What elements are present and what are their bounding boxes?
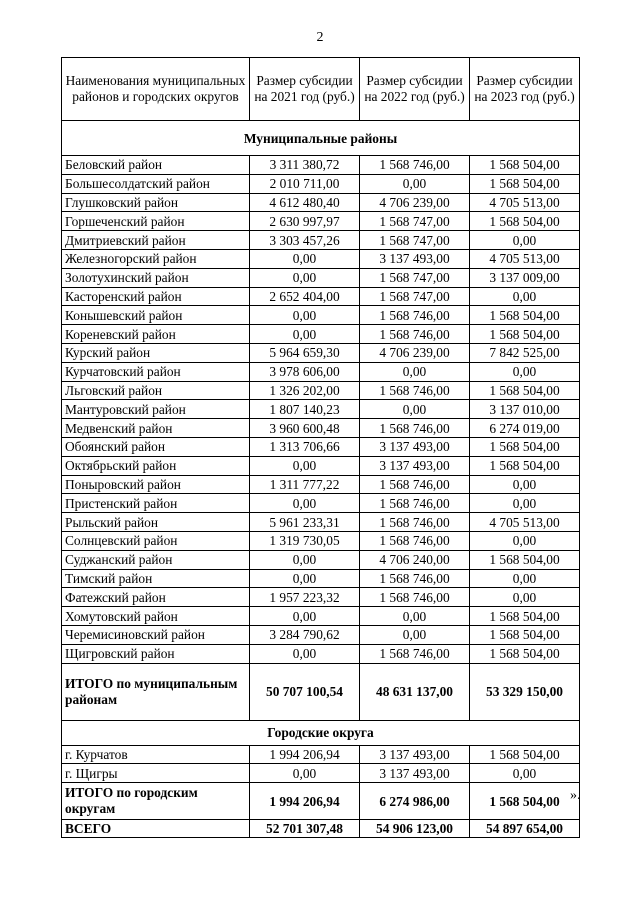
- table-row: [62, 607, 580, 626]
- value-2022: 3 137 493,00: [360, 764, 470, 783]
- value-2021: 3 311 380,72: [250, 156, 360, 175]
- section-title-districts: Муниципальные районы: [62, 121, 580, 156]
- header-2021: Размер субсидии на 2021 год (руб.): [250, 58, 360, 121]
- row-name: Горшеченский район: [62, 212, 250, 231]
- value-2021: 1 311 777,22: [250, 475, 360, 494]
- value-2023: 1 568 504,00: [470, 783, 580, 820]
- row-name: Глушковский район: [62, 193, 250, 212]
- value-2023: 1 568 504,00: [470, 306, 580, 325]
- table-row: [62, 531, 580, 550]
- value-2022: 1 568 746,00: [360, 513, 470, 532]
- value-2021: 0,00: [250, 249, 360, 268]
- row-name: Солнцевский район: [62, 531, 250, 550]
- subsidy-table: [61, 57, 580, 838]
- table-header-row: [62, 58, 580, 121]
- value-2023: 1 568 504,00: [470, 607, 580, 626]
- table-row: [62, 174, 580, 193]
- row-name: Дмитриевский район: [62, 231, 250, 250]
- table-row: [62, 456, 580, 475]
- table-row: [62, 325, 580, 344]
- total-row-districts: [62, 663, 580, 720]
- value-2023: 1 568 504,00: [470, 325, 580, 344]
- value-2021: 2 652 404,00: [250, 287, 360, 306]
- table-row: [62, 156, 580, 175]
- row-name: Медвенский район: [62, 419, 250, 438]
- table-row: [62, 745, 580, 764]
- grand-total-row: [62, 820, 580, 838]
- value-2023: 1 568 504,00: [470, 381, 580, 400]
- value-2022: 3 137 493,00: [360, 456, 470, 475]
- value-2021: 0,00: [250, 325, 360, 344]
- value-2023: 1 568 504,00: [470, 745, 580, 764]
- row-name: Касторенский район: [62, 287, 250, 306]
- table-row: [62, 231, 580, 250]
- value-2021: 0,00: [250, 268, 360, 287]
- row-name: Льговский район: [62, 381, 250, 400]
- row-name: ИТОГО по муниципальным районам: [62, 663, 250, 720]
- value-2022: 1 568 747,00: [360, 268, 470, 287]
- value-2022: 1 568 746,00: [360, 475, 470, 494]
- value-2022: 1 568 746,00: [360, 419, 470, 438]
- value-2022: 1 568 747,00: [360, 212, 470, 231]
- row-name: Тимский район: [62, 569, 250, 588]
- section-title: Городские округа: [62, 720, 580, 745]
- value-2022: 3 137 493,00: [360, 437, 470, 456]
- value-2022: 1 568 747,00: [360, 287, 470, 306]
- row-name: Железногорский район: [62, 249, 250, 268]
- table-row: [62, 249, 580, 268]
- header-2023: Размер субсидии на 2023 год (руб.): [470, 58, 580, 121]
- value-2021: 4 612 480,40: [250, 193, 360, 212]
- table-row: [62, 644, 580, 663]
- table-row: [62, 400, 580, 419]
- value-2022: 1 568 746,00: [360, 588, 470, 607]
- value-2022: 1 568 746,00: [360, 306, 470, 325]
- value-2022: 1 568 747,00: [360, 231, 470, 250]
- value-2023: 3 137 010,00: [470, 400, 580, 419]
- value-2021: 0,00: [250, 569, 360, 588]
- value-2022: 1 568 746,00: [360, 494, 470, 513]
- row-name: Курский район: [62, 343, 250, 362]
- value-2022: 0,00: [360, 400, 470, 419]
- row-name: Рыльский район: [62, 513, 250, 532]
- value-2022: 1 568 746,00: [360, 381, 470, 400]
- value-2021: 1 326 202,00: [250, 381, 360, 400]
- value-2022: 3 137 493,00: [360, 249, 470, 268]
- row-name: Обоянский район: [62, 437, 250, 456]
- table-row: [62, 419, 580, 438]
- value-2021: 1 807 140,23: [250, 400, 360, 419]
- page-number: 2: [316, 30, 324, 45]
- table-row: [62, 569, 580, 588]
- value-2023: 6 274 019,00: [470, 419, 580, 438]
- value-2021: 5 961 233,31: [250, 513, 360, 532]
- value-2022: 1 568 746,00: [360, 325, 470, 344]
- row-name: Мантуровский район: [62, 400, 250, 419]
- value-2023: 0,00: [470, 531, 580, 550]
- value-2023: 1 568 504,00: [470, 625, 580, 644]
- value-2022: 1 568 746,00: [360, 644, 470, 663]
- row-name: Фатежский район: [62, 588, 250, 607]
- value-2022: 4 706 240,00: [360, 550, 470, 569]
- value-2022: 0,00: [360, 362, 470, 381]
- header-2022: Размер субсидии на 2022 год (руб.): [360, 58, 470, 121]
- row-name: Суджанский район: [62, 550, 250, 569]
- value-2021: 1 994 206,94: [250, 783, 360, 820]
- value-2021: 0,00: [250, 644, 360, 663]
- value-2023: 0,00: [470, 569, 580, 588]
- value-2021: 2 010 711,00: [250, 174, 360, 193]
- header-name: Наименования муниципальных районов и городских округов: [62, 58, 250, 121]
- row-name: Пристенский район: [62, 494, 250, 513]
- row-name: ВСЕГО: [62, 820, 250, 838]
- table-row: [62, 550, 580, 569]
- value-2023: 0,00: [470, 362, 580, 381]
- value-2021: 50 707 100,54: [250, 663, 360, 720]
- value-2021: 0,00: [250, 550, 360, 569]
- value-2021: 3 303 457,26: [250, 231, 360, 250]
- value-2023: 53 329 150,00: [470, 663, 580, 720]
- value-2022: 0,00: [360, 174, 470, 193]
- row-name: ИТОГО по городским округам: [62, 783, 250, 820]
- table-row: [62, 287, 580, 306]
- value-2023: 4 705 513,00: [470, 249, 580, 268]
- value-2023: 0,00: [470, 475, 580, 494]
- value-2021: 1 957 223,32: [250, 588, 360, 607]
- value-2021: 1 994 206,94: [250, 745, 360, 764]
- value-2021: 52 701 307,48: [250, 820, 360, 838]
- table-row: [62, 588, 580, 607]
- value-2021: 1 313 706,66: [250, 437, 360, 456]
- value-2023: 0,00: [470, 588, 580, 607]
- value-2023: 0,00: [470, 231, 580, 250]
- value-2023: 3 137 009,00: [470, 268, 580, 287]
- value-2023: 4 705 513,00: [470, 513, 580, 532]
- table-row: [62, 268, 580, 287]
- total-row-cities: [62, 783, 580, 820]
- table-row: [62, 513, 580, 532]
- value-2022: 4 706 239,00: [360, 193, 470, 212]
- row-name: Конышевский район: [62, 306, 250, 325]
- table-row: [62, 343, 580, 362]
- value-2023: 7 842 525,00: [470, 343, 580, 362]
- row-name: г. Курчатов: [62, 745, 250, 764]
- value-2023: 1 568 504,00: [470, 174, 580, 193]
- row-name: Поныровский район: [62, 475, 250, 494]
- table-row: [62, 212, 580, 231]
- section-row-districts: [62, 121, 580, 156]
- row-name: Беловский район: [62, 156, 250, 175]
- value-2023: 1 568 504,00: [470, 644, 580, 663]
- value-2021: 3 960 600,48: [250, 419, 360, 438]
- value-2023: 1 568 504,00: [470, 156, 580, 175]
- value-2022: 1 568 746,00: [360, 531, 470, 550]
- value-2021: 0,00: [250, 607, 360, 626]
- value-2021: 0,00: [250, 456, 360, 475]
- value-2023: 0,00: [470, 494, 580, 513]
- table-row: [62, 381, 580, 400]
- row-name: Золотухинский район: [62, 268, 250, 287]
- value-2022: 0,00: [360, 625, 470, 644]
- value-2023: 0,00: [470, 287, 580, 306]
- section-row-cities: [62, 720, 580, 745]
- value-2023: 1 568 504,00: [470, 437, 580, 456]
- value-2021: 5 964 659,30: [250, 343, 360, 362]
- row-name: Черемисиновский район: [62, 625, 250, 644]
- row-name: Щигровский район: [62, 644, 250, 663]
- value-2023: 1 568 504,00: [470, 550, 580, 569]
- table-row: [62, 362, 580, 381]
- value-2021: 0,00: [250, 764, 360, 783]
- row-name: Курчатовский район: [62, 362, 250, 381]
- value-2022: 3 137 493,00: [360, 745, 470, 764]
- value-2023: 1 568 504,00: [470, 456, 580, 475]
- value-2022: 0,00: [360, 607, 470, 626]
- value-2021: 3 978 606,00: [250, 362, 360, 381]
- table-row: [62, 764, 580, 783]
- row-name: Большесолдатский район: [62, 174, 250, 193]
- value-2022: 6 274 986,00: [360, 783, 470, 820]
- closing-quote-mark: ».: [570, 788, 581, 803]
- value-2021: 0,00: [250, 494, 360, 513]
- row-name: Хомутовский район: [62, 607, 250, 626]
- value-2023: 0,00: [470, 764, 580, 783]
- value-2022: 54 906 123,00: [360, 820, 470, 838]
- row-name: Кореневский район: [62, 325, 250, 344]
- value-2023: 4 705 513,00: [470, 193, 580, 212]
- row-name: Октябрьский район: [62, 456, 250, 475]
- value-2022: 48 631 137,00: [360, 663, 470, 720]
- value-2021: 2 630 997,97: [250, 212, 360, 231]
- value-2023: 1 568 504,00: [470, 212, 580, 231]
- row-name: г. Щигры: [62, 764, 250, 783]
- table-row: [62, 306, 580, 325]
- table-row: [62, 475, 580, 494]
- value-2023: 54 897 654,00: [470, 820, 580, 838]
- value-2021: 3 284 790,62: [250, 625, 360, 644]
- value-2022: 1 568 746,00: [360, 156, 470, 175]
- value-2022: 4 706 239,00: [360, 343, 470, 362]
- table-row: [62, 625, 580, 644]
- table-row: [62, 494, 580, 513]
- table-row: [62, 437, 580, 456]
- table-row: [62, 193, 580, 212]
- value-2021: 1 319 730,05: [250, 531, 360, 550]
- value-2021: 0,00: [250, 306, 360, 325]
- value-2022: 1 568 746,00: [360, 569, 470, 588]
